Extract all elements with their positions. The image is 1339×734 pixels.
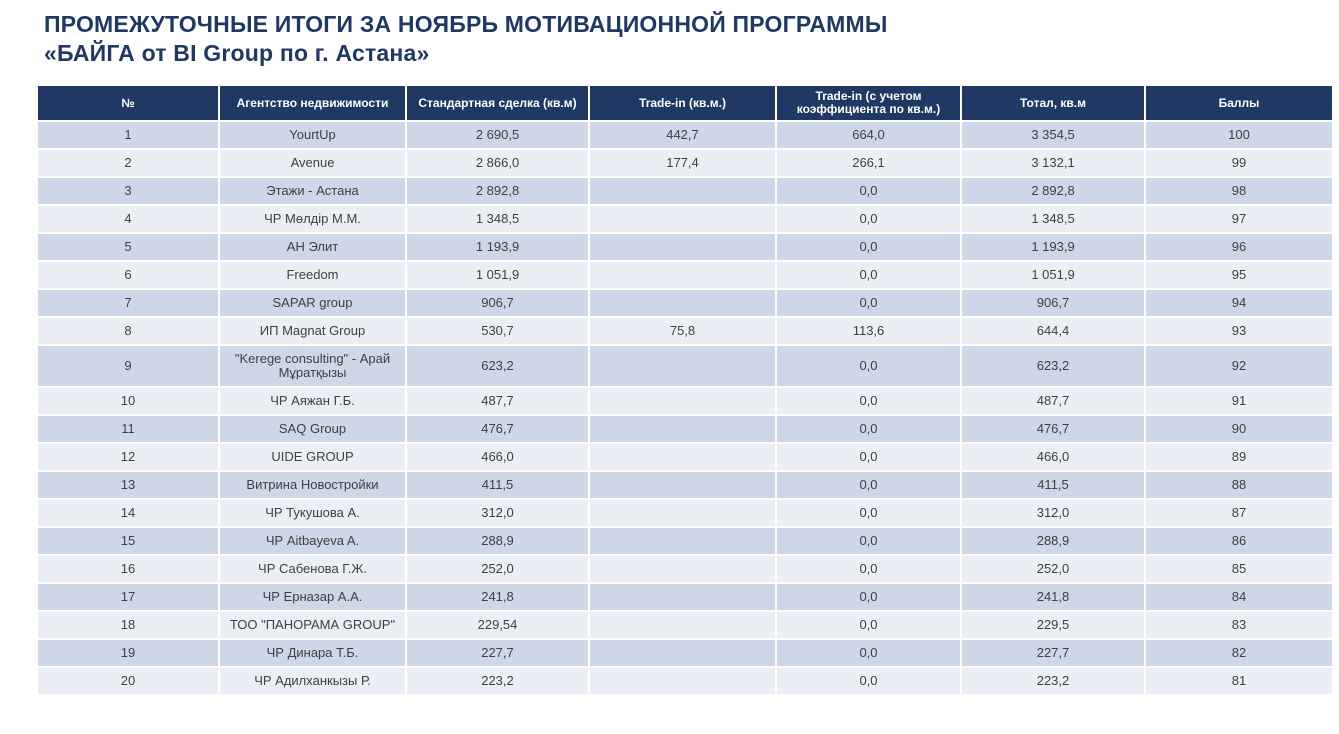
- cell-points: 91: [1145, 387, 1333, 415]
- cell-total: 288,9: [961, 527, 1145, 555]
- column-header-total: Тотал, кв.м: [961, 85, 1145, 121]
- table-body: [37, 121, 1333, 695]
- column-header-trade-in-coeff: Trade-in (с учетом коэффициента по кв.м.): [776, 85, 961, 121]
- table-row: [37, 205, 1333, 233]
- table-row: [37, 639, 1333, 667]
- cell-trade-in-coeff: 664,0: [776, 121, 961, 149]
- table-row: [37, 261, 1333, 289]
- cell-agency: SAQ Group: [219, 415, 406, 443]
- cell-trade-in-coeff: 266,1: [776, 149, 961, 177]
- cell-num: 6: [37, 261, 219, 289]
- cell-total: 223,2: [961, 667, 1145, 695]
- cell-trade-in: [589, 639, 776, 667]
- cell-standard-deal: 2 690,5: [406, 121, 589, 149]
- cell-points: 89: [1145, 443, 1333, 471]
- cell-num: 1: [37, 121, 219, 149]
- cell-standard-deal: 411,5: [406, 471, 589, 499]
- column-header-points: Баллы: [1145, 85, 1333, 121]
- table-row: [37, 415, 1333, 443]
- cell-agency: ЧР Мөлдір М.М.: [219, 205, 406, 233]
- cell-trade-in: [589, 527, 776, 555]
- cell-total: 487,7: [961, 387, 1145, 415]
- cell-points: 93: [1145, 317, 1333, 345]
- cell-standard-deal: 623,2: [406, 345, 589, 387]
- cell-trade-in-coeff: 0,0: [776, 415, 961, 443]
- table-row: [37, 149, 1333, 177]
- cell-total: 2 892,8: [961, 177, 1145, 205]
- cell-agency: ЧР Аяжан Г.Б.: [219, 387, 406, 415]
- cell-num: 7: [37, 289, 219, 317]
- cell-total: 1 348,5: [961, 205, 1145, 233]
- cell-trade-in: 442,7: [589, 121, 776, 149]
- cell-trade-in-coeff: 0,0: [776, 499, 961, 527]
- cell-standard-deal: 476,7: [406, 415, 589, 443]
- table-row: [37, 443, 1333, 471]
- cell-num: 17: [37, 583, 219, 611]
- cell-trade-in-coeff: 0,0: [776, 555, 961, 583]
- cell-agency: Avenue: [219, 149, 406, 177]
- cell-trade-in-coeff: 0,0: [776, 443, 961, 471]
- cell-points: 100: [1145, 121, 1333, 149]
- cell-trade-in-coeff: 0,0: [776, 233, 961, 261]
- table-row: [37, 667, 1333, 695]
- cell-num: 10: [37, 387, 219, 415]
- cell-standard-deal: 252,0: [406, 555, 589, 583]
- cell-agency: ЧР Динара Т.Б.: [219, 639, 406, 667]
- cell-trade-in: [589, 177, 776, 205]
- cell-agency: ИП Magnat Group: [219, 317, 406, 345]
- cell-total: 411,5: [961, 471, 1145, 499]
- cell-num: 8: [37, 317, 219, 345]
- cell-standard-deal: 1 051,9: [406, 261, 589, 289]
- cell-total: 476,7: [961, 415, 1145, 443]
- cell-num: 18: [37, 611, 219, 639]
- table-row: [37, 289, 1333, 317]
- cell-trade-in-coeff: 0,0: [776, 471, 961, 499]
- cell-total: 241,8: [961, 583, 1145, 611]
- cell-agency: ЧР Сабенова Г.Ж.: [219, 555, 406, 583]
- cell-total: 227,7: [961, 639, 1145, 667]
- cell-standard-deal: 2 866,0: [406, 149, 589, 177]
- table-row: [37, 583, 1333, 611]
- cell-points: 94: [1145, 289, 1333, 317]
- column-header-num: №: [37, 85, 219, 121]
- cell-points: 81: [1145, 667, 1333, 695]
- cell-agency: ТОО "ПАНОРАМА GROUP": [219, 611, 406, 639]
- cell-agency: Freedom: [219, 261, 406, 289]
- table-row: [37, 471, 1333, 499]
- cell-total: 1 193,9: [961, 233, 1145, 261]
- cell-points: 83: [1145, 611, 1333, 639]
- cell-points: 98: [1145, 177, 1333, 205]
- cell-trade-in: [589, 289, 776, 317]
- column-header-standard-deal: Стандартная сделка (кв.м): [406, 85, 589, 121]
- cell-num: 16: [37, 555, 219, 583]
- table-row: [37, 345, 1333, 387]
- table-row: [37, 499, 1333, 527]
- cell-num: 11: [37, 415, 219, 443]
- page-title: [44, 10, 888, 68]
- cell-standard-deal: 288,9: [406, 527, 589, 555]
- cell-num: 3: [37, 177, 219, 205]
- cell-total: 906,7: [961, 289, 1145, 317]
- cell-standard-deal: 223,2: [406, 667, 589, 695]
- cell-standard-deal: 241,8: [406, 583, 589, 611]
- table-row: [37, 177, 1333, 205]
- cell-trade-in: [589, 415, 776, 443]
- cell-points: 87: [1145, 499, 1333, 527]
- cell-standard-deal: 466,0: [406, 443, 589, 471]
- cell-trade-in: [589, 261, 776, 289]
- table-header-row: [37, 85, 1333, 121]
- cell-trade-in-coeff: 0,0: [776, 261, 961, 289]
- cell-points: 90: [1145, 415, 1333, 443]
- cell-agency: АН Элит: [219, 233, 406, 261]
- cell-num: 9: [37, 345, 219, 387]
- cell-trade-in: 177,4: [589, 149, 776, 177]
- cell-trade-in-coeff: 0,0: [776, 177, 961, 205]
- page-title-line1: ПРОМЕЖУТОЧНЫЕ ИТОГИ ЗА НОЯБРЬ МОТИВАЦИОННОЙ ПРОГРАММЫ: [44, 11, 888, 37]
- cell-trade-in-coeff: 0,0: [776, 387, 961, 415]
- cell-trade-in-coeff: 0,0: [776, 527, 961, 555]
- cell-trade-in: [589, 443, 776, 471]
- cell-total: 1 051,9: [961, 261, 1145, 289]
- cell-trade-in: [589, 345, 776, 387]
- table-row: [37, 611, 1333, 639]
- cell-num: 19: [37, 639, 219, 667]
- cell-trade-in: [589, 233, 776, 261]
- cell-num: 4: [37, 205, 219, 233]
- cell-total: 3 132,1: [961, 149, 1145, 177]
- table-row: [37, 121, 1333, 149]
- cell-standard-deal: 229,54: [406, 611, 589, 639]
- cell-agency: ЧР Ерназар А.А.: [219, 583, 406, 611]
- cell-total: 229,5: [961, 611, 1145, 639]
- cell-points: 92: [1145, 345, 1333, 387]
- cell-points: 86: [1145, 527, 1333, 555]
- cell-points: 95: [1145, 261, 1333, 289]
- cell-num: 2: [37, 149, 219, 177]
- cell-standard-deal: 312,0: [406, 499, 589, 527]
- cell-agency: "Kerege consulting" - Арай Мұратқызы: [219, 345, 406, 387]
- cell-trade-in: [589, 471, 776, 499]
- cell-total: 623,2: [961, 345, 1145, 387]
- cell-num: 14: [37, 499, 219, 527]
- cell-points: 88: [1145, 471, 1333, 499]
- results-table: [36, 84, 1334, 696]
- cell-trade-in-coeff: 0,0: [776, 639, 961, 667]
- cell-num: 15: [37, 527, 219, 555]
- cell-standard-deal: 530,7: [406, 317, 589, 345]
- table-row: [37, 233, 1333, 261]
- cell-trade-in: [589, 205, 776, 233]
- cell-standard-deal: 1 193,9: [406, 233, 589, 261]
- cell-standard-deal: 2 892,8: [406, 177, 589, 205]
- table-row: [37, 387, 1333, 415]
- cell-trade-in-coeff: 0,0: [776, 289, 961, 317]
- cell-trade-in-coeff: 0,0: [776, 611, 961, 639]
- cell-agency: ЧР Адилханкызы Р.: [219, 667, 406, 695]
- cell-standard-deal: 227,7: [406, 639, 589, 667]
- cell-points: 82: [1145, 639, 1333, 667]
- cell-total: 252,0: [961, 555, 1145, 583]
- cell-standard-deal: 487,7: [406, 387, 589, 415]
- cell-trade-in: [589, 555, 776, 583]
- cell-trade-in-coeff: 0,0: [776, 345, 961, 387]
- cell-standard-deal: 1 348,5: [406, 205, 589, 233]
- table-row: [37, 527, 1333, 555]
- cell-total: 466,0: [961, 443, 1145, 471]
- cell-agency: SAPAR group: [219, 289, 406, 317]
- cell-trade-in-coeff: 0,0: [776, 667, 961, 695]
- cell-points: 97: [1145, 205, 1333, 233]
- cell-num: 13: [37, 471, 219, 499]
- cell-trade-in-coeff: 0,0: [776, 205, 961, 233]
- cell-num: 12: [37, 443, 219, 471]
- cell-agency: YourtUp: [219, 121, 406, 149]
- cell-points: 84: [1145, 583, 1333, 611]
- cell-points: 96: [1145, 233, 1333, 261]
- page-title-line2: «БАЙГА от BI Group по г. Астана»: [44, 40, 430, 66]
- cell-agency: Этажи - Астана: [219, 177, 406, 205]
- table-row: [37, 317, 1333, 345]
- cell-total: 3 354,5: [961, 121, 1145, 149]
- cell-trade-in: [589, 387, 776, 415]
- table-row: [37, 555, 1333, 583]
- cell-agency: Витрина Новостройки: [219, 471, 406, 499]
- cell-trade-in: [589, 499, 776, 527]
- column-header-trade-in: Trade-in (кв.м.): [589, 85, 776, 121]
- cell-total: 312,0: [961, 499, 1145, 527]
- cell-num: 20: [37, 667, 219, 695]
- cell-trade-in: [589, 583, 776, 611]
- cell-total: 644,4: [961, 317, 1145, 345]
- cell-agency: UIDE GROUP: [219, 443, 406, 471]
- cell-agency: ЧР Тукушова А.: [219, 499, 406, 527]
- cell-trade-in: 75,8: [589, 317, 776, 345]
- column-header-agency: Агентство недвижимости: [219, 85, 406, 121]
- cell-trade-in: [589, 667, 776, 695]
- cell-trade-in-coeff: 0,0: [776, 583, 961, 611]
- cell-trade-in-coeff: 113,6: [776, 317, 961, 345]
- cell-points: 99: [1145, 149, 1333, 177]
- cell-standard-deal: 906,7: [406, 289, 589, 317]
- cell-trade-in: [589, 611, 776, 639]
- cell-num: 5: [37, 233, 219, 261]
- cell-points: 85: [1145, 555, 1333, 583]
- cell-agency: ЧР Aitbayeva A.: [219, 527, 406, 555]
